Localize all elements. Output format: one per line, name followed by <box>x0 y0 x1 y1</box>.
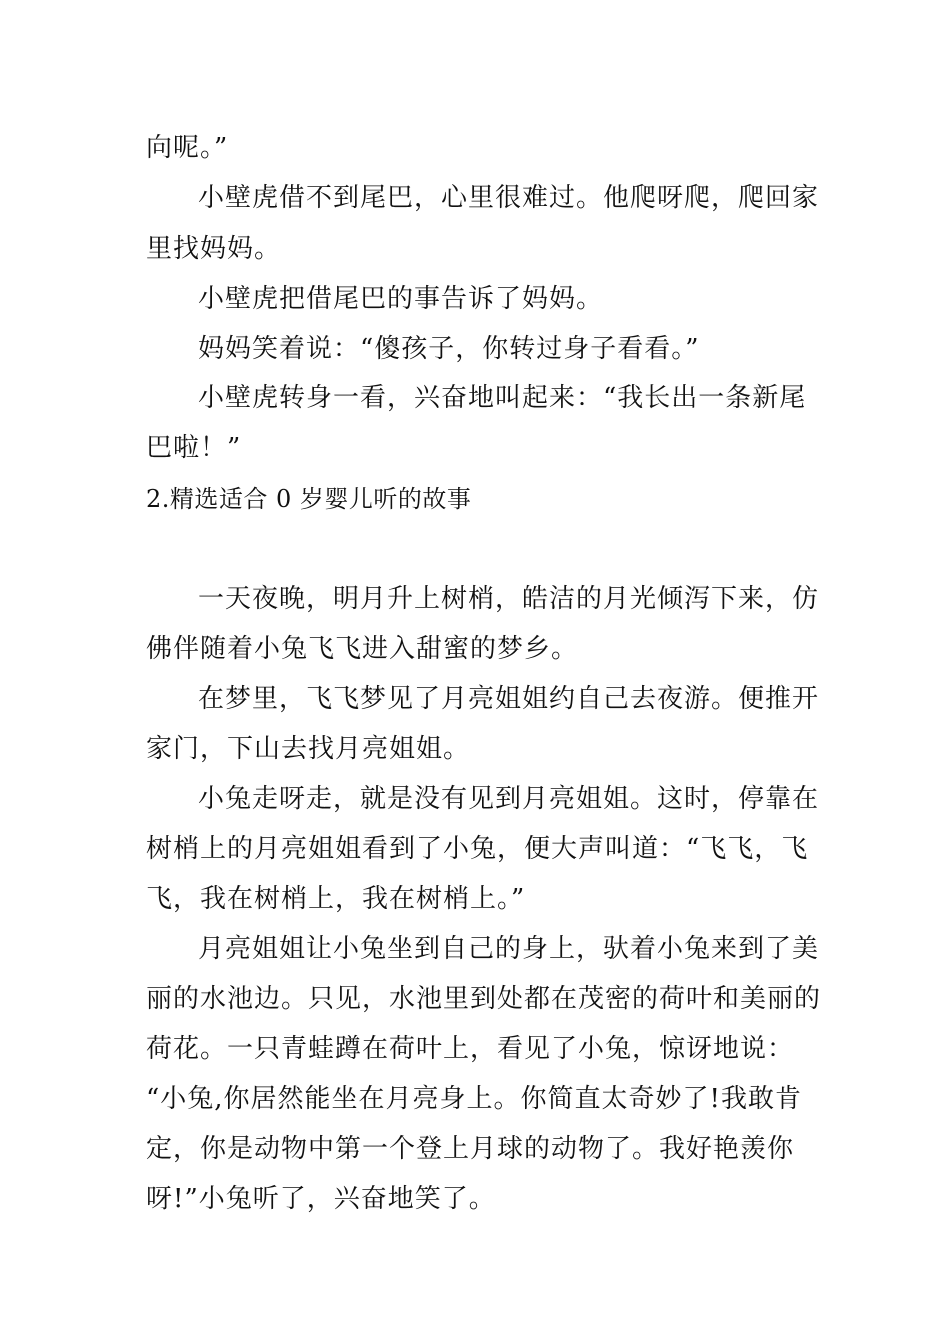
story1-line-4: 小壁虎把借尾巴的事告诉了妈妈。 <box>198 284 604 314</box>
story1-line-7: 巴啦！” <box>146 433 242 463</box>
story1-line-6: 小壁虎转身一看，兴奋地叫起来：“我长出一条新尾 <box>198 383 807 413</box>
story1-line-3: 里找妈妈。 <box>146 234 282 264</box>
story2-line-10: 荷花。一只青蛙蹲在荷叶上，看见了小兔，惊讶地说： <box>146 1034 795 1064</box>
story2-line-13: 呀!”小兔听了，兴奋地笑了。 <box>146 1184 496 1214</box>
story2-line-7: 飞，我在树梢上，我在树梢上。” <box>146 884 526 914</box>
story2-line-11: “小兔,你居然能坐在月亮身上。你简直太奇妙了!我敢肯 <box>146 1084 803 1114</box>
story2-line-9: 丽的水池边。只见，水池里到处都在茂密的荷叶和美丽的 <box>146 984 822 1014</box>
story2-line-2: 佛伴随着小兔飞飞进入甜蜜的梦乡。 <box>146 634 579 664</box>
story2-line-4: 家门，下山去找月亮姐姐。 <box>146 734 471 764</box>
story2-line-3: 在梦里，飞飞梦见了月亮姐姐约自己去夜游。便推开 <box>198 684 820 714</box>
story1-line-1: 向呢。” <box>146 133 229 163</box>
story2-line-6: 树梢上的月亮姐姐看到了小兔，便大声叫道：“飞飞，飞 <box>146 834 809 864</box>
story2-line-5: 小兔走呀走，就是没有见到月亮姐姐。这时，停靠在 <box>198 784 820 814</box>
section-heading: 2.精选适合 0 岁婴儿听的故事 <box>146 485 472 513</box>
story2-line-8: 月亮姐姐让小兔坐到自己的身上，驮着小兔来到了美 <box>198 934 820 964</box>
story1-line-5: 妈妈笑着说：“傻孩子，你转过身子看看。” <box>198 334 700 364</box>
story1-line-2: 小壁虎借不到尾巴，心里很难过。他爬呀爬，爬回家 <box>198 183 820 213</box>
story2-line-1: 一天夜晚，明月升上树梢，皓洁的月光倾泻下来，仿 <box>198 584 820 614</box>
story2-line-12: 定，你是动物中第一个登上月球的动物了。我好艳羡你 <box>146 1134 795 1164</box>
